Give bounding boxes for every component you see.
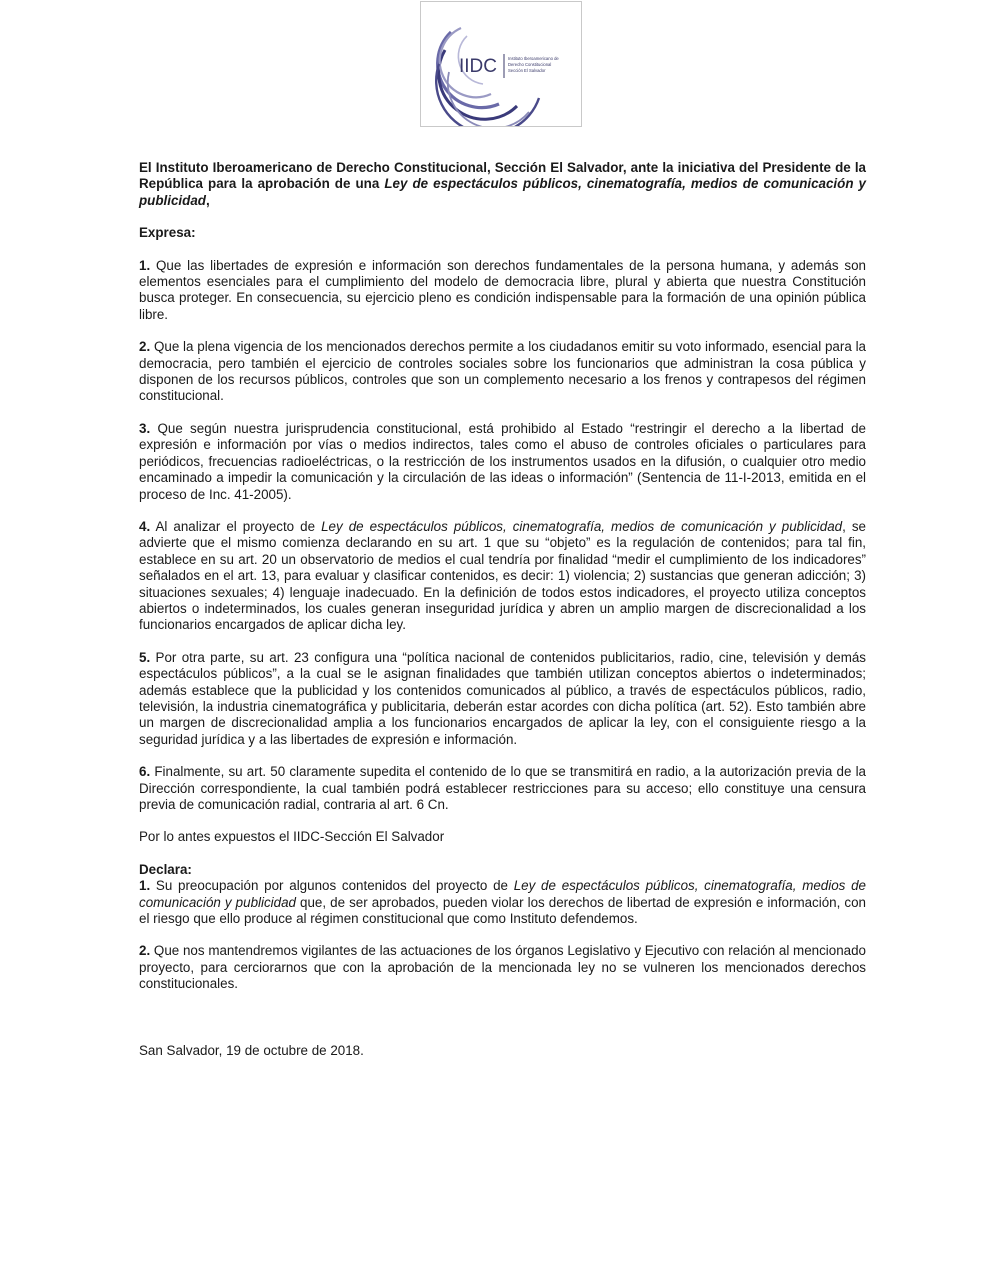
point-number: 6. xyxy=(139,764,151,780)
iidc-logo xyxy=(420,1,582,127)
intro-law-title: Ley de espectáculos públicos, cinematografía, medios de comunicación y publicidad xyxy=(139,176,867,208)
point-text-pre: Al analizar el proyecto de xyxy=(150,518,322,534)
point-text: , se advierte que el mismo comienza declarando en su art. 1 que su “objeto” es la regulación de contenidos; para tal fin, establece en su art. 20 un observatorio de medios el cual tendría por finalidad “medir el cumplimiento de los indicadores” señalados en el art. 13, para evaluar y clasificar contenidos, es decir: 1) violencia; 2) sustancias que generan adicción; 3) situaciones sexuales; 4) lenguaje inadecuado. En la definición de todos estos indicadores, el proyecto utiliza conceptos abiertos o indeterminados, los cuales generan inseguridad jurídica y abren un amplio margen de discrecionalidad a los funcionarios encargados de aplicar dicha ley. xyxy=(139,518,866,633)
point-text: Por otra parte, su art. 23 configura una “política nacional de contenidos publicitarios, radio, cine, televisión y demás espectáculos públicos”, a la cual se le asignan finalidades que también utilizan conceptos abiertos o indeterminados; además establece que la publicidad y los contenidos comunicados al público, a través de espectáculos públicos, radio, televisión, la industria cinematográfica y publicitaria, deberán estar acordes con dicha política (art. 52). Esto también abre un margen de discrecionalidad amplia a los funcionarios encargados de aplicar la ley, con el consiguiente riesgo a la seguridad jurídica y a las libertades de expresión e información. xyxy=(139,649,866,747)
point-law-title: Ley de espectáculos públicos, cinematografía, medios de comunicación y publicidad xyxy=(321,518,843,534)
letter-body xyxy=(139,160,866,1059)
transition-text: Por lo antes expuestos el IIDC-Sección El Salvador xyxy=(139,829,445,845)
point-6 xyxy=(139,764,866,813)
point-number: 5. xyxy=(139,649,151,665)
point-number: 3. xyxy=(139,420,151,436)
point-3 xyxy=(139,421,866,503)
declaration-text: que, de ser aprobados, pueden violar los derechos de libertad de expresión e información, con el riesgo que ello produce al régimen constitucional que como Instituto defendemos. xyxy=(139,894,866,927)
declaration-text-pre: Su preocupación por algunos contenidos del proyecto de xyxy=(150,878,514,894)
point-number: 2. xyxy=(139,339,151,355)
declara-heading: Declara: xyxy=(139,861,192,877)
intro-end: , xyxy=(205,192,210,208)
intro-text: El Instituto Iberoamericano de Derecho Constitucional, Sección El Salvador, ante la iniciativa del Presidente de la República para la aprobación de una xyxy=(139,160,866,192)
point-5 xyxy=(139,650,866,748)
signoff-place-date: San Salvador, 19 de octubre de 2018. xyxy=(139,1042,364,1058)
point-text: Que las libertades de expresión e información son derechos fundamentales de la persona humana, y además son elementos esenciales para el cumplimiento del modelo de democracia libre, plural y abierta que nuestra Constitución busca proteger. En consecuencia, su ejercicio pleno es condición indispensable para la formación de una opinión pública libre. xyxy=(139,257,866,322)
declaration-1 xyxy=(139,878,866,927)
point-number: 4. xyxy=(139,518,151,534)
expresa-heading: Expresa: xyxy=(139,225,196,241)
intro-paragraph xyxy=(139,160,866,209)
point-number: 1. xyxy=(139,257,151,273)
declaration-number: 1. xyxy=(139,878,151,894)
point-1 xyxy=(139,258,866,324)
point-text: Que la plena vigencia de los mencionados derechos permite a los ciudadanos emitir su voto informado, esencial para la democracia, pero también el ejercicio de controles sociales sobre los funcionarios que administran la cosa pública y disponen de los recursos públicos, controles que son un complemento necesario a los frenos y contrapesos del régimen constitucional. xyxy=(139,339,866,404)
declaration-text: Que nos mantendremos vigilantes de las actuaciones de los órganos Legislativo y Ejecutivo con relación al mencionado proyecto, para cerciorarnos que con la aprobación de la mencionada ley no se vulneren los mencionados derechos constitucionales. xyxy=(139,943,866,992)
declaration-law-title: Ley de espectáculos públicos, cinematografía, medios de comunicación y publicidad xyxy=(139,878,866,910)
declaration-number: 2. xyxy=(139,943,151,959)
point-text: Que según nuestra jurisprudencia constitucional, está prohibido al Estado “restringir el derecho a la libertad de expresión e información por vías o medios indirectos, tales como el abuso de controles oficiales o particulares para periódicos, frecuencias radioeléctricas, o la restricción de los instrumentos usados en la difusión, o cualquier otro medio encaminado a impedir la comunicación y la circulación de las ideas o información” (Sentencia de 11-I-2013, emitida en el proceso de Inc. 41-2005). xyxy=(139,420,866,502)
logo-acronym: IIDC xyxy=(459,56,497,77)
point-text: Finalmente, su art. 50 claramente supedita el contenido de lo que se transmitirá en radio, a la autorización previa de la Dirección correspondiente, la cual también podrá establecer restricciones para su acceso; ello constituye una censura previa de comunicación radial, contraria al art. 6 Cn. xyxy=(139,764,866,812)
logo-arcs-icon xyxy=(421,2,581,126)
logo-subtitle-line-1: Instituto Iberoamericano de xyxy=(508,56,559,61)
point-2 xyxy=(139,339,866,405)
logo-subtitle-line-2: Derecho Constitucional xyxy=(508,62,552,67)
declaration-2 xyxy=(139,943,866,992)
point-4 xyxy=(139,519,866,634)
logo-subtitle-line-3: Sección El Salvador xyxy=(508,68,546,73)
